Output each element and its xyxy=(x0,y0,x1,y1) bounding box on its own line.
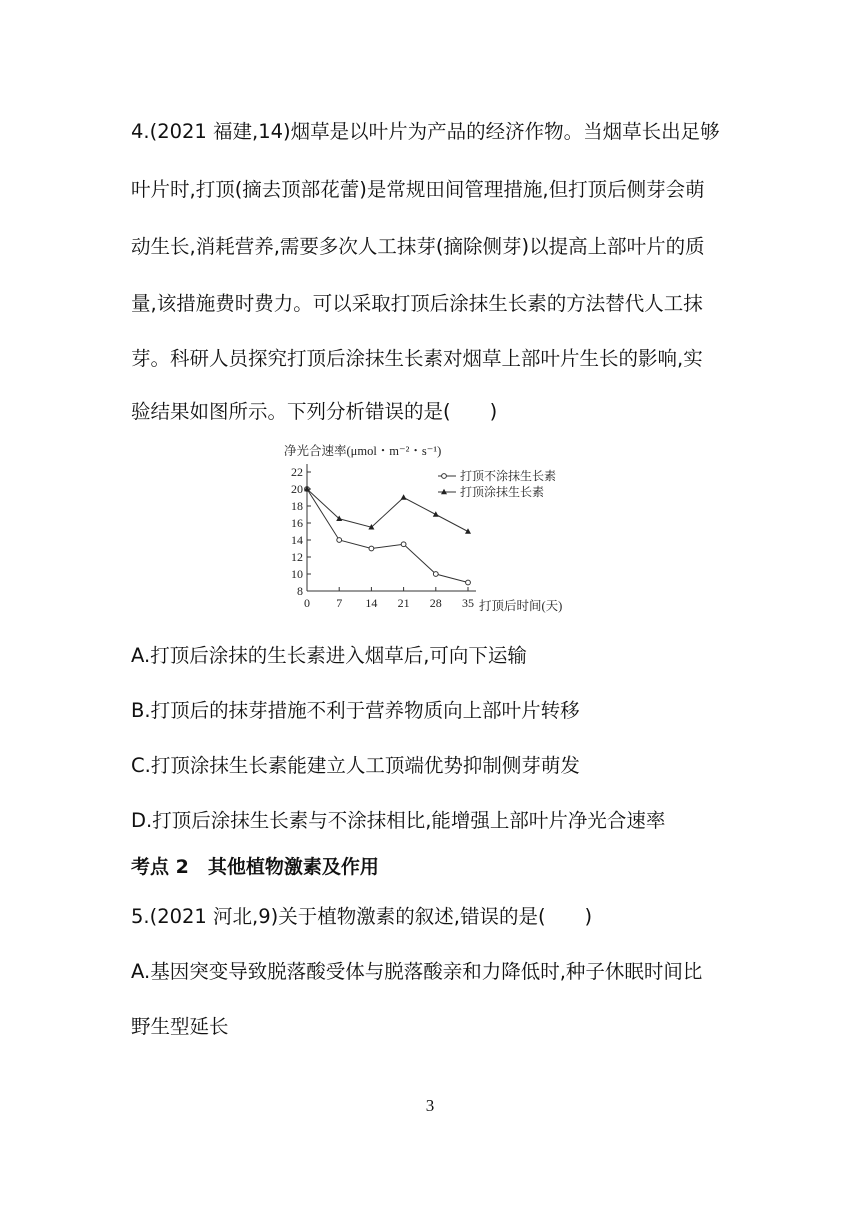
series-line-1 xyxy=(307,489,468,583)
series-2-point xyxy=(401,494,407,499)
x-tick-label: 35 xyxy=(462,596,474,610)
chart-series xyxy=(304,486,471,585)
q5-option-a-line-2: 野生型延长 xyxy=(131,1015,229,1038)
q4-line-5: 芽。科研人员探究打顶后涂抹生长素对烟草上部叶片生长的影响,实 xyxy=(131,347,703,370)
q4-line-3: 动生长,消耗营养,需要多次人工抹芽(摘除侧芽)以提高上部叶片的质 xyxy=(131,235,705,258)
y-tick-label: 10 xyxy=(291,567,303,581)
section-heading: 考点 2 其他植物激素及作用 xyxy=(131,856,379,878)
q5-stem: 5.(2021 河北,9)关于植物激素的叙述,错误的是( ) xyxy=(131,905,593,928)
q4-line-1: 4.(2021 福建,14)烟草是以叶片为产品的经济作物。当烟草长出足够 xyxy=(131,120,720,143)
chart-axes xyxy=(307,464,476,591)
chart-x-axis-label: 打顶后时间(天) xyxy=(479,599,563,613)
series-1-point xyxy=(337,538,342,543)
x-tick-label: 14 xyxy=(365,596,378,610)
x-tick-label: 0 xyxy=(304,596,310,610)
series-2-point xyxy=(433,511,439,516)
legend-label-1: 打顶不涂抹生长素 xyxy=(460,469,557,483)
page-number: 3 xyxy=(425,1096,435,1115)
q4-line-2: 叶片时,打顶(摘去顶部花蕾)是常规田间管理措施,但打顶后侧芽会萌 xyxy=(131,178,705,201)
y-tick-label: 18 xyxy=(291,499,303,513)
chart-ticks xyxy=(291,465,474,610)
x-tick-label: 28 xyxy=(429,596,442,610)
legend-label-2: 打顶涂抹生长素 xyxy=(460,485,545,499)
x-tick-label: 21 xyxy=(397,596,410,610)
series-1-point xyxy=(433,572,438,577)
net-photosynthesis-chart xyxy=(270,440,600,620)
series-1-point xyxy=(401,542,406,547)
chart-legend xyxy=(438,468,556,499)
y-tick-label: 22 xyxy=(291,465,303,479)
q4-option-b: B.打顶后的抹芽措施不利于营养物质向上部叶片转移 xyxy=(131,699,580,722)
q4-line-6: 验结果如图所示。下列分析错误的是( ) xyxy=(131,400,498,423)
q5-option-a-line-1: A.基因突变导致脱落酸受体与脱落酸亲和力降低时,种子休眠时间比 xyxy=(131,960,703,983)
q4-option-a: A.打顶后涂抹的生长素进入烟草后,可向下运输 xyxy=(131,644,527,667)
series-line-2 xyxy=(307,489,468,532)
series-1-point xyxy=(466,580,471,585)
y-tick-label: 20 xyxy=(291,482,303,496)
q4-option-c: C.打顶涂抹生长素能建立人工顶端优势抑制侧芽萌发 xyxy=(131,754,580,777)
y-tick-label: 12 xyxy=(291,550,303,564)
y-tick-label: 8 xyxy=(297,584,303,598)
q4-line-4: 量,该措施费时费力。可以采取打顶后涂抹生长素的方法替代人工抹 xyxy=(131,292,703,315)
series-1-point xyxy=(369,546,374,551)
x-tick-label: 7 xyxy=(336,596,343,610)
y-tick-label: 14 xyxy=(291,533,303,547)
y-tick-label: 16 xyxy=(291,516,303,530)
chart-y-axis-label: 净光合速率(μmol・m⁻²・s⁻¹) xyxy=(284,444,442,458)
q4-option-d: D.打顶后涂抹生长素与不涂抹相比,能增强上部叶片净光合速率 xyxy=(131,809,666,832)
series-2-point xyxy=(465,528,471,533)
legend-marker-1 xyxy=(442,474,447,479)
